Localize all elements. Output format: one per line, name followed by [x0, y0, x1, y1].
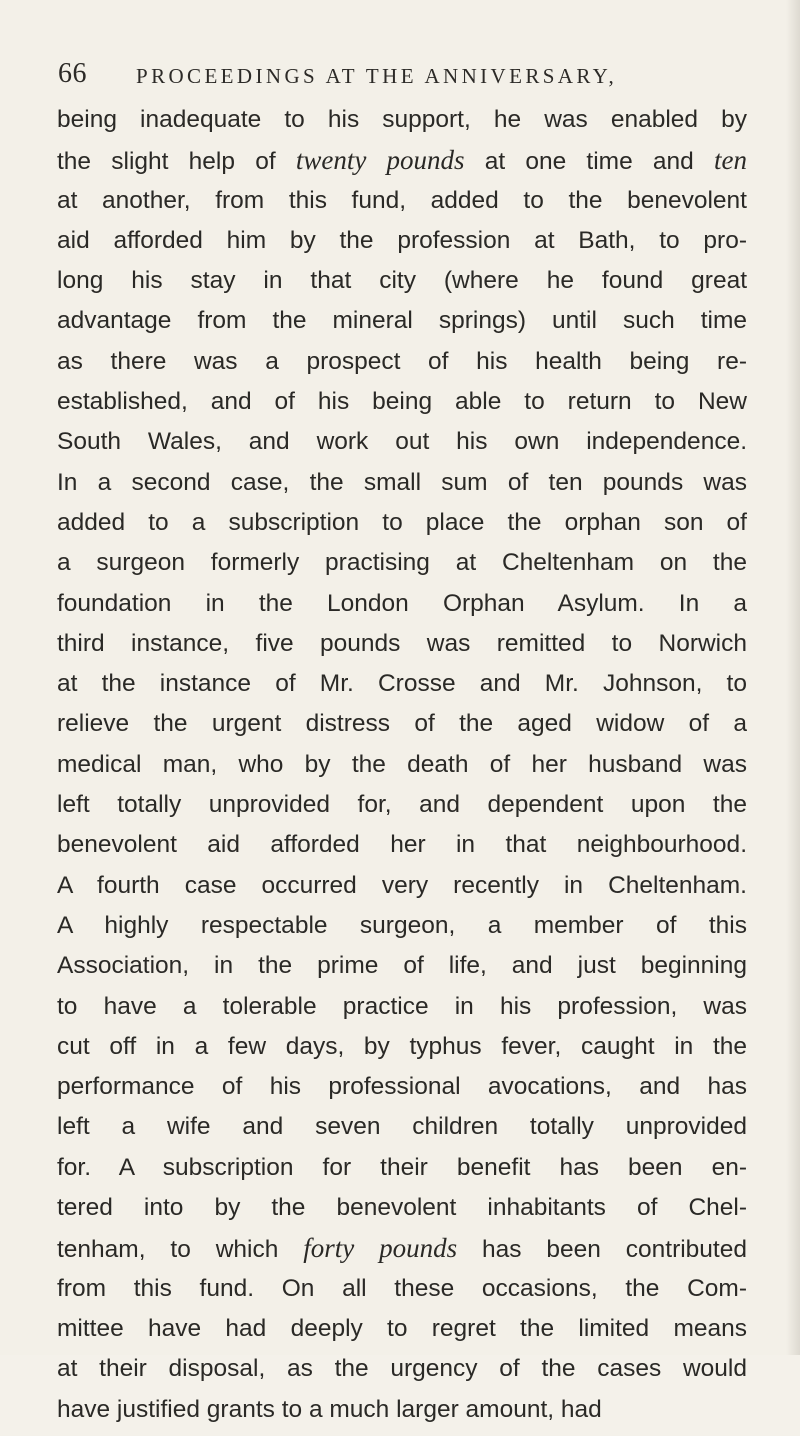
text-line: Association, in the prime of life, and just beginning [57, 952, 747, 980]
text-line: South Wales, and work out his own independence. [57, 428, 747, 456]
text-line: A fourth case occurred very recently in Cheltenham. [57, 871, 747, 899]
text-line: cut off in a few days, by typhus fever, caught in the [57, 1032, 747, 1060]
text-line: advantage from the mineral springs) until such time [57, 307, 747, 335]
text-line [57, 1222, 747, 1262]
text-line: relieve the urgent distress of the aged widow of a [57, 710, 747, 738]
text-line: have justified grants to a much larger amount, had [57, 1395, 602, 1423]
text-line [57, 134, 747, 174]
italic-run: twenty pounds [295, 145, 465, 176]
text-line: third instance, five pounds was remitted to Norwich [57, 629, 747, 657]
body-paragraph [57, 94, 747, 1424]
text-line: as there was a prospect of his health being re- [57, 347, 747, 375]
page-header [58, 56, 758, 96]
text-line: added to a subscription to place the orphan son of [57, 508, 747, 536]
text-line: at another, from this fund, added to the benevolent [57, 186, 747, 214]
text-line: medical man, who by the death of her husband was [57, 750, 747, 778]
page-edge-shadow [786, 0, 800, 1355]
text-line: being inadequate to his support, he was enabled by [57, 106, 747, 133]
text-line: a surgeon formerly practising at Cheltenham on the [57, 549, 747, 577]
italic-run: ten [714, 145, 747, 176]
text-line: from this fund. On all these occasions, the Com- [57, 1274, 747, 1302]
text-line: established, and of his being able to return to New [57, 388, 747, 416]
text-line: benevolent aid afforded her in that neighbourhood. [57, 831, 747, 859]
text-line: mittee have had deeply to regret the limited means [57, 1314, 747, 1342]
text-run: tenham, to which [57, 1236, 304, 1264]
text-line: performance of his professional avocations, and has [57, 1073, 747, 1101]
text-line: long his stay in that city (where he found great [57, 267, 747, 295]
text-run: has been contributed [457, 1236, 747, 1264]
text-line: left a wife and seven children totally unprovided [57, 1113, 747, 1141]
text-line: In a second case, the small sum of ten pounds was [57, 468, 747, 496]
text-line: A highly respectable surgeon, a member of this [57, 911, 747, 939]
text-run: at one time and [464, 148, 714, 176]
text-line: left totally unprovided for, and dependent upon the [57, 791, 747, 819]
text-line: foundation in the London Orphan Asylum. In a [57, 589, 747, 617]
text-line: to have a tolerable practice in his profession, was [57, 992, 747, 1020]
text-line: aid afforded him by the profession at Bath, to pro- [57, 226, 747, 254]
text-line: at the instance of Mr. Crosse and Mr. Johnson, to [57, 670, 747, 698]
text-run: the slight help of [57, 148, 296, 176]
text-line: at their disposal, as the urgency of the cases would [57, 1355, 747, 1383]
page-number: 66 [58, 58, 87, 89]
text-line: tered into by the benevolent inhabitants of Chel- [57, 1194, 747, 1222]
text-line: for. A subscription for their benefit has been en- [57, 1153, 747, 1181]
italic-run: forty pounds [303, 1233, 458, 1264]
running-head: PROCEEDINGS AT THE ANNIVERSARY, [136, 64, 618, 88]
